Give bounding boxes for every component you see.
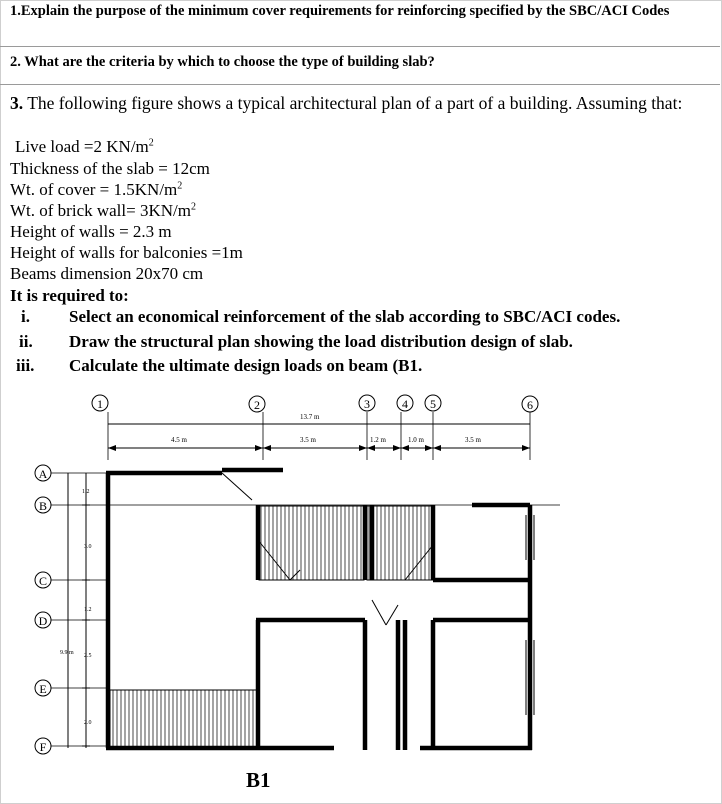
row-spacing-label: 3.0 [84, 544, 92, 550]
task-text: Calculate the ultimate design loads on beam (B1. [69, 356, 423, 375]
svg-text:5: 5 [430, 397, 436, 411]
svg-text:2: 2 [254, 398, 260, 412]
span-label: 3.5 m [465, 436, 481, 444]
row-axis-E [35, 680, 51, 696]
row-spacing-label: 1.2 [82, 489, 90, 495]
given-cover-weight: Wt. of cover = $1.5KN/m^2$ [10, 180, 183, 199]
question-3-number: 3. [10, 93, 24, 113]
beam-label: B1 [246, 768, 271, 792]
overall-dimension-label: 13.7 m [300, 413, 320, 421]
overall-height-label: 9.9 m [60, 650, 74, 656]
svg-text:3: 3 [364, 397, 370, 411]
required-heading: It is required to: [10, 286, 129, 305]
span-label: 3.5 m [300, 436, 316, 444]
svg-text:6: 6 [527, 398, 533, 412]
column-axis-3 [359, 395, 375, 411]
row-axis-C [35, 572, 51, 588]
column-axis-4 [397, 395, 413, 411]
row-axis-D [35, 612, 51, 628]
task-numeral: i. [21, 307, 30, 326]
row-axis-F [35, 738, 51, 754]
row-spacing-label: 2.5 [84, 653, 92, 659]
balcony-hatch [110, 690, 258, 748]
column-axis-2 [249, 396, 265, 412]
given-live-load: Live load =2 $KN/m^2$ [15, 137, 154, 156]
task-text: Select an economical reinforcement of the slab according to SBC/ACI codes. [69, 307, 621, 326]
balcony-hatch [367, 506, 433, 580]
span-label: 1.2 m [370, 436, 386, 444]
given-wall-weight: Wt. of brick wall= $3KN/m^2$ [10, 201, 196, 220]
row-spacing-label: 2.0 [84, 720, 92, 726]
balcony-hatch [259, 506, 364, 580]
svg-text:A: A [38, 467, 48, 481]
row-axis-B [35, 497, 51, 513]
question-1: 1.Explain the purpose of the minimum cover requirements for reinforcing specified by the SBC/ACI Codes [10, 3, 670, 19]
given-balcony-wall-height: Height of walls for balconies =1m [10, 243, 243, 262]
given-slab-thickness: Thickness of the slab = 12cm [10, 159, 210, 178]
span-label: 1.0 m [408, 436, 424, 444]
svg-text:E: E [39, 682, 47, 696]
task-text: Draw the structural plan showing the load distribution design of slab. [69, 332, 573, 351]
column-axis-1 [92, 395, 108, 411]
question-3-text: The following figure shows a typical architectural plan of a part of a building. Assuming that: [27, 93, 683, 113]
span-label: 4.5 m [171, 436, 187, 444]
question-2: 2. What are the criteria by which to choose the type of building slab? [10, 54, 435, 70]
row-axis-A [35, 465, 51, 481]
svg-text:F: F [39, 740, 47, 754]
svg-text:B: B [38, 499, 48, 513]
svg-text:4: 4 [402, 397, 408, 411]
column-axis-6 [522, 396, 538, 412]
given-wall-height: Height of walls = 2.3 m [10, 222, 172, 241]
task-numeral: ii. [19, 332, 33, 351]
task-numeral: iii. [16, 356, 35, 375]
svg-text:D: D [38, 614, 48, 628]
svg-text:C: C [38, 574, 48, 588]
svg-text:1: 1 [97, 397, 103, 411]
row-spacing-label: 1.2 [84, 607, 92, 613]
column-axis-5 [425, 395, 441, 411]
given-beam-dimension: Beams dimension 20x70 cm [10, 264, 204, 283]
